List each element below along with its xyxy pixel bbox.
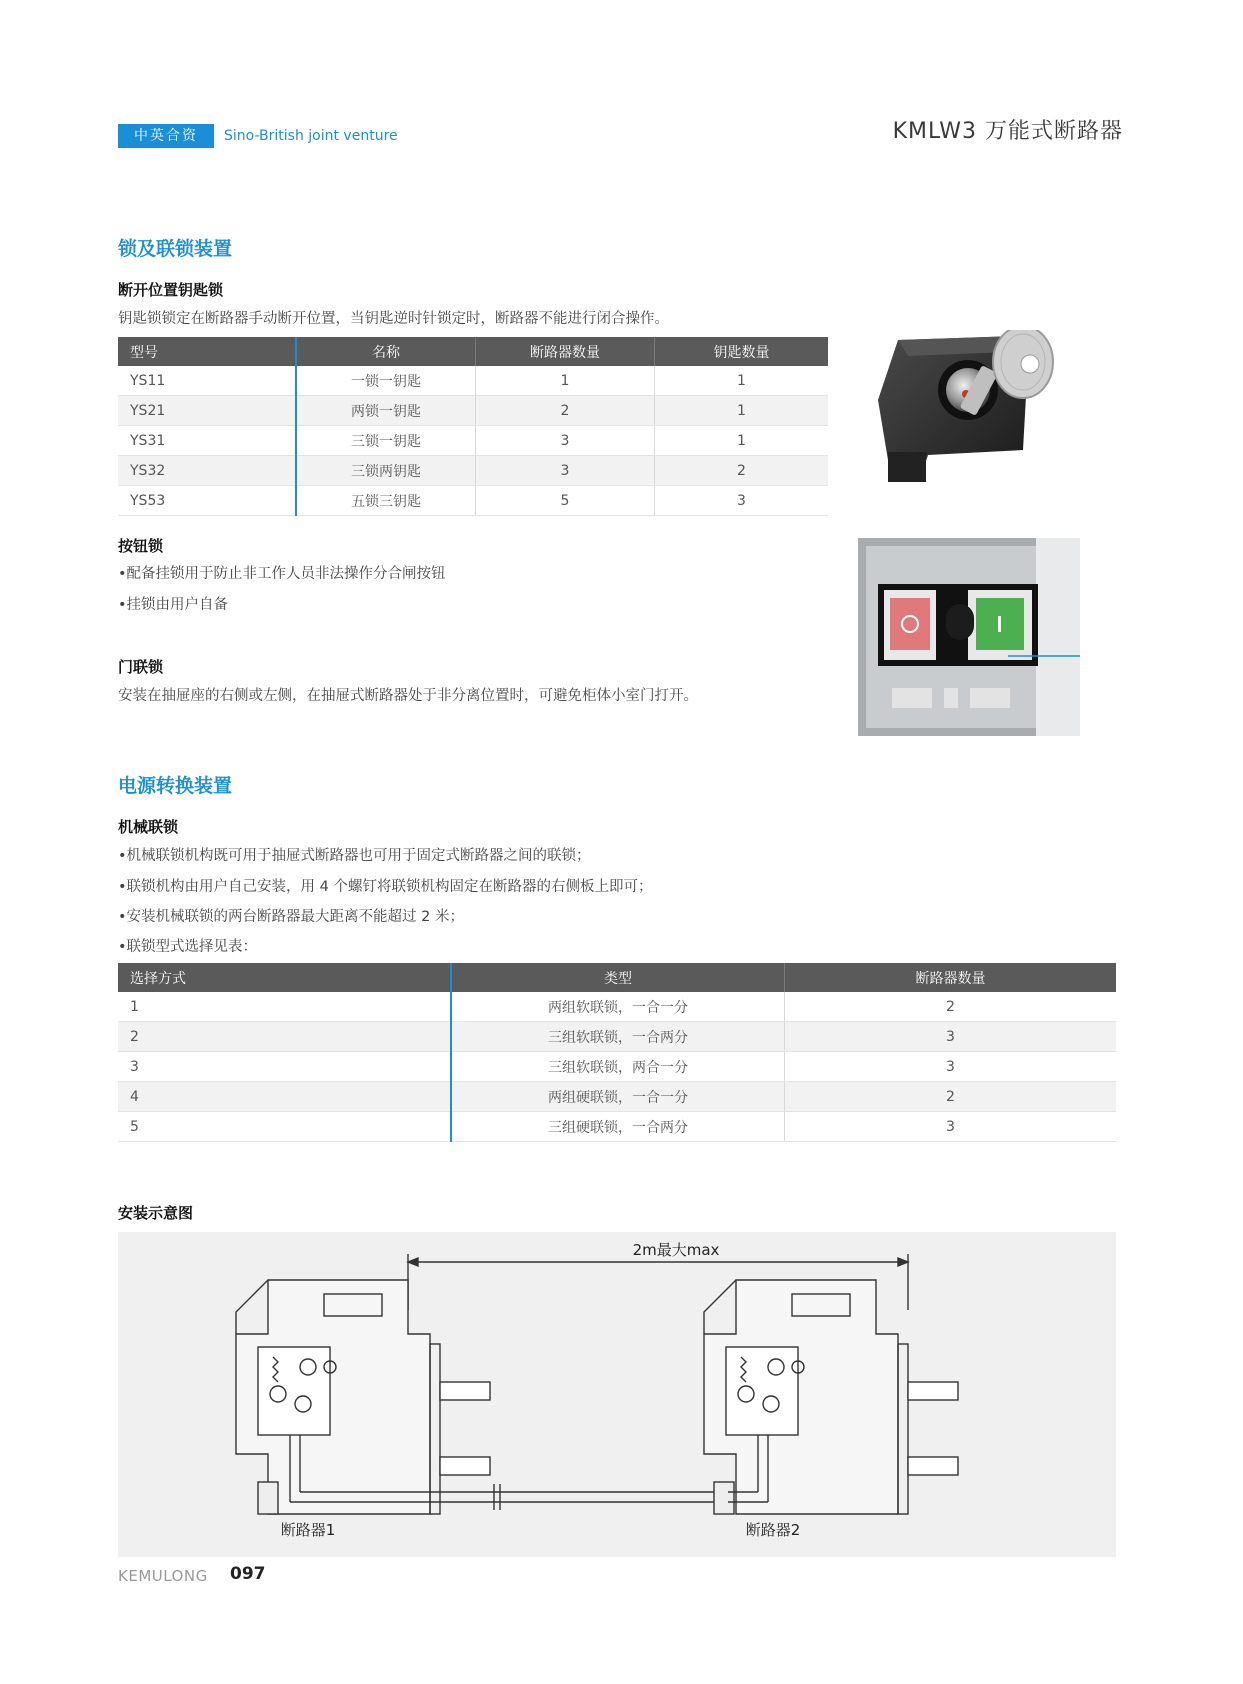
section-title-locks: 锁及联锁装置 bbox=[118, 238, 233, 260]
column-header: 钥匙数量 bbox=[655, 337, 829, 366]
interlock-table bbox=[118, 963, 1116, 1142]
mech-bullet: •安装机械联锁的两台断路器最大距离不能超过 2 米； bbox=[118, 909, 464, 925]
table-cell: 1 bbox=[476, 366, 655, 396]
table-cell: 两锁一钥匙 bbox=[296, 396, 476, 426]
door-lock-desc: 安装在抽屉座的右侧或左侧，在抽屉式断路器处于非分离位置时，可避免柜体小室门打开。 bbox=[118, 688, 698, 704]
footer-brand: KEMULONG bbox=[118, 1567, 208, 1585]
table-row bbox=[118, 992, 1116, 1022]
key-lock-desc: 钥匙锁锁定在断路器手动断开位置，当钥匙逆时针锁定时，断路器不能进行闭合操作。 bbox=[118, 311, 669, 327]
mech-bullet: •机械联锁机构既可用于抽屉式断路器也可用于固定式断路器之间的联锁； bbox=[118, 848, 591, 864]
install-diagram-title: 安装示意图 bbox=[118, 1204, 194, 1222]
table-row bbox=[118, 396, 828, 426]
table-row bbox=[118, 1082, 1116, 1112]
installation-diagram bbox=[118, 1232, 1116, 1557]
table-cell: 3 bbox=[785, 1022, 1117, 1052]
column-header: 名称 bbox=[296, 337, 476, 366]
jv-badge: 中英合资 bbox=[118, 124, 214, 148]
mech-bullet: •联锁型式选择见表： bbox=[118, 939, 258, 955]
table-cell: 2 bbox=[785, 992, 1117, 1022]
breaker-1-label: 断路器1 bbox=[280, 1521, 336, 1539]
key-lock-table bbox=[118, 337, 828, 516]
mech-interlock-title: 机械联锁 bbox=[118, 818, 179, 836]
breaker-2-label: 断路器2 bbox=[745, 1521, 801, 1539]
button-lock-title: 按钮锁 bbox=[118, 537, 164, 555]
table-cell: 3 bbox=[476, 426, 655, 456]
mech-bullet: •联锁机构由用户自己安装，用 4 个螺钉将联锁机构固定在断路器的右侧板上即可； bbox=[118, 879, 653, 895]
button-lock-bullet: •配备挂锁用于防止非工作人员非法操作分合闸按钮 bbox=[118, 566, 446, 582]
table-cell: 3 bbox=[118, 1052, 451, 1082]
table-cell: 2 bbox=[476, 396, 655, 426]
column-header: 类型 bbox=[451, 963, 785, 992]
table-row bbox=[118, 1022, 1116, 1052]
table-cell: YS11 bbox=[118, 366, 296, 396]
table-cell: 3 bbox=[476, 456, 655, 486]
table-row bbox=[118, 1052, 1116, 1082]
table-cell: 1 bbox=[118, 992, 451, 1022]
key-lock-title: 断开位置钥匙锁 bbox=[118, 281, 224, 299]
table-header-row bbox=[118, 337, 828, 366]
distance-label: 2m最大max bbox=[632, 1241, 720, 1259]
table-cell: YS21 bbox=[118, 396, 296, 426]
column-header: 选择方式 bbox=[118, 963, 451, 992]
table-cell: 5 bbox=[118, 1112, 451, 1142]
page-number: 097 bbox=[230, 1564, 266, 1584]
table-cell: 5 bbox=[476, 486, 655, 516]
table-cell: 4 bbox=[118, 1082, 451, 1112]
table-header-row bbox=[118, 963, 1116, 992]
table-cell: 一锁一钥匙 bbox=[296, 366, 476, 396]
table-cell: YS32 bbox=[118, 456, 296, 486]
table-cell: 2 bbox=[655, 456, 829, 486]
column-header: 断路器数量 bbox=[785, 963, 1117, 992]
breaker-1-drawing bbox=[236, 1280, 510, 1514]
table-cell: 1 bbox=[655, 396, 829, 426]
column-header: 断路器数量 bbox=[476, 337, 655, 366]
table-row bbox=[118, 486, 828, 516]
button-lock-photo bbox=[858, 538, 1080, 736]
jv-badge-english: Sino-British joint venture bbox=[224, 128, 398, 144]
table-cell: 三锁两钥匙 bbox=[296, 456, 476, 486]
table-cell: 1 bbox=[655, 426, 829, 456]
table-row bbox=[118, 426, 828, 456]
table-cell: YS31 bbox=[118, 426, 296, 456]
table-cell: 两组硬联锁，一合一分 bbox=[451, 1082, 785, 1112]
button-lock-bullet: •挂锁由用户自备 bbox=[118, 597, 229, 613]
table-row bbox=[118, 1112, 1116, 1142]
document-title: KMLW3 万能式断路器 bbox=[892, 119, 1123, 144]
table-row bbox=[118, 366, 828, 396]
table-cell: YS53 bbox=[118, 486, 296, 516]
table-cell: 两组软联锁，一合一分 bbox=[451, 992, 785, 1022]
table-cell: 三锁一钥匙 bbox=[296, 426, 476, 456]
table-cell: 三组软联锁，一合两分 bbox=[451, 1022, 785, 1052]
column-header: 型号 bbox=[118, 337, 296, 366]
key-lock-photo bbox=[868, 330, 1078, 490]
table-cell: 三组软联锁，两合一分 bbox=[451, 1052, 785, 1082]
table-cell: 3 bbox=[785, 1052, 1117, 1082]
table-cell: 2 bbox=[785, 1082, 1117, 1112]
table-cell: 3 bbox=[785, 1112, 1117, 1142]
door-lock-title: 门联锁 bbox=[118, 658, 164, 676]
table-row bbox=[118, 456, 828, 486]
section-title-transfer: 电源转换装置 bbox=[118, 775, 233, 797]
breaker-2-drawing bbox=[704, 1280, 958, 1514]
table-cell: 2 bbox=[118, 1022, 451, 1052]
table-cell: 三组硬联锁，一合两分 bbox=[451, 1112, 785, 1142]
table-cell: 五锁三钥匙 bbox=[296, 486, 476, 516]
table-cell: 1 bbox=[655, 366, 829, 396]
table-cell: 3 bbox=[655, 486, 829, 516]
